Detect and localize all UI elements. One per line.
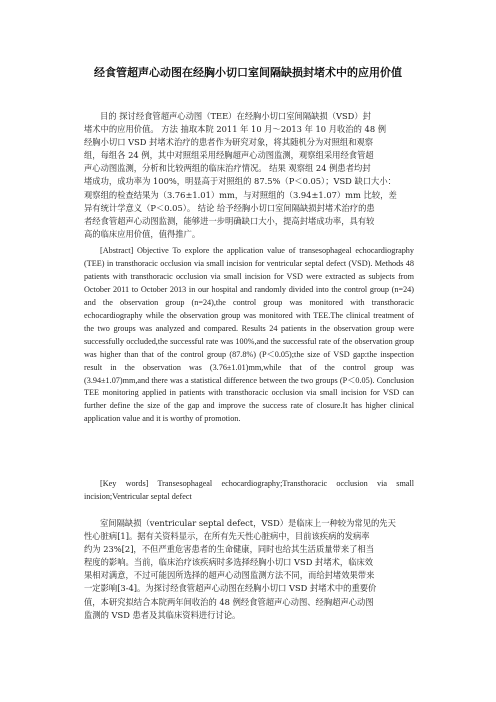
abstract-cn-line: 堵成功，成功率为 100%，明显高于对照组的 87.5%（P＜0.05）；VSD 缺口大小：	[84, 176, 396, 187]
abstract-cn-line: 经胸小切口 VSD 封堵术治疗的患者作为研究对象，将其随机分为对照组和观察	[84, 137, 374, 148]
document-title: 经食管超声心动图在经胸小切口室间隔缺损封堵术中的应用价值	[94, 66, 402, 79]
abstract-cn-line: 目的 探讨经食管超声心动图（TEE）在经胸小切口室间隔缺损（VSD）封	[100, 111, 371, 121]
intro-line: 果相对满意，不过可能因所选择的超声心动图监测方法不同，而给封堵效果带来	[84, 570, 375, 581]
keywords	[84, 478, 414, 504]
intro-line: 性心脏病[1]。据有关资料显示，在所有先天性心脏病中，目前该疾病的发病率	[84, 531, 370, 542]
english-abstract	[84, 245, 414, 426]
intro-line: 一定影响[3-4]。为探讨经食管超声心动图在经胸小切口 VSD 封堵术中的重要价	[84, 583, 377, 594]
abstract-cn-line: 堵术中的应用价值。 方法 抽取本院 2011 年 10 月～2013 年 10 月收治的 48 例	[84, 124, 387, 135]
intro-line: 约为 23%[2]，不但严重危害患者的生命健康，同时也给其生活质量带来了相当	[84, 544, 375, 555]
abstract-cn-line: 异有统计学意义（P＜0.05）。 结论 给予经胸小切口室间隔缺损封堵术治疗的患	[84, 202, 375, 213]
intro-line: 值，本研究拟结合本院两年间收治的 48 例经食管超声心动图、经胸超声心动图	[84, 596, 374, 607]
introduction	[84, 517, 414, 622]
abstract-cn-line: 观察组的检查结果为（3.76±1.01）mm，与对照组的（3.94±1.07）mm 比较，差	[84, 189, 397, 200]
intro-line: 程度的影响。当前，临床治疗该疾病时多选择经胸小切口 VSD 封堵术，临床效	[84, 557, 374, 568]
abstract-en-paragraph: [Abstract] Objective To explore the application value of transesophageal echocardiography (TEE) in transthoracic occlusion via small incision for ventricular septal defect (VSD). Methods 48 patients with transthoracic occlusion via small incision for VSD were extracted as subjects from October 2011 to October 2013 in our hospital and randomly divided into the control group (n=24) and the observation group (n=24),the control group was monitored with transthoracic echocardiography while the observation group was monitored with TEE.The clinical treatment of the two groups was analyzed and compared. Results 24 patients in the observation group were successfully occluded,the successful rate was 100%,and the successful rate of the observation group was higher than that of the control group (87.8%) (P＜0.05);the size of VSD gap:the inspection result in the observation was (3.76±1.01)mm,while that of the control group was (3.94±1.07)mm,and there was a statistical difference between the two groups (P＜0.05). Conclusion TEE monitoring applied in patients with transthoracic occlusion via small incision for VSD can further define the size of the gap and improve the success rate of closure.It has higher clinical application value and it is worthy of promotion.	[84, 246, 414, 424]
intro-line: 监测的 VSD 患者及其临床资料进行讨论。	[84, 609, 241, 620]
abstract-cn-line: 组，每组各 24 例，其中对照组采用经胸超声心动图监测，观察组采用经食管超	[84, 150, 374, 161]
keywords-paragraph: [Key words] Transesophageal echocardiography;Transthoracic occlusion via small incision;Ventricular septal defect	[84, 479, 414, 501]
intro-line: 室间隔缺损（ventricular septal defect，VSD）是临床上一种较为常见的先天	[100, 518, 396, 528]
abstract-cn-line: 高的临床应用价值，值得推广。	[84, 228, 201, 239]
abstract-cn-line: 声心动图监测，分析和比较两组的临床治疗情况。 结果 观察组 24 例患者均封	[84, 163, 371, 174]
chinese-abstract	[84, 110, 414, 241]
abstract-cn-line: 者经食管超声心动图监测，能够进一步明确缺口大小，提高封堵成功率，具有较	[84, 215, 375, 226]
